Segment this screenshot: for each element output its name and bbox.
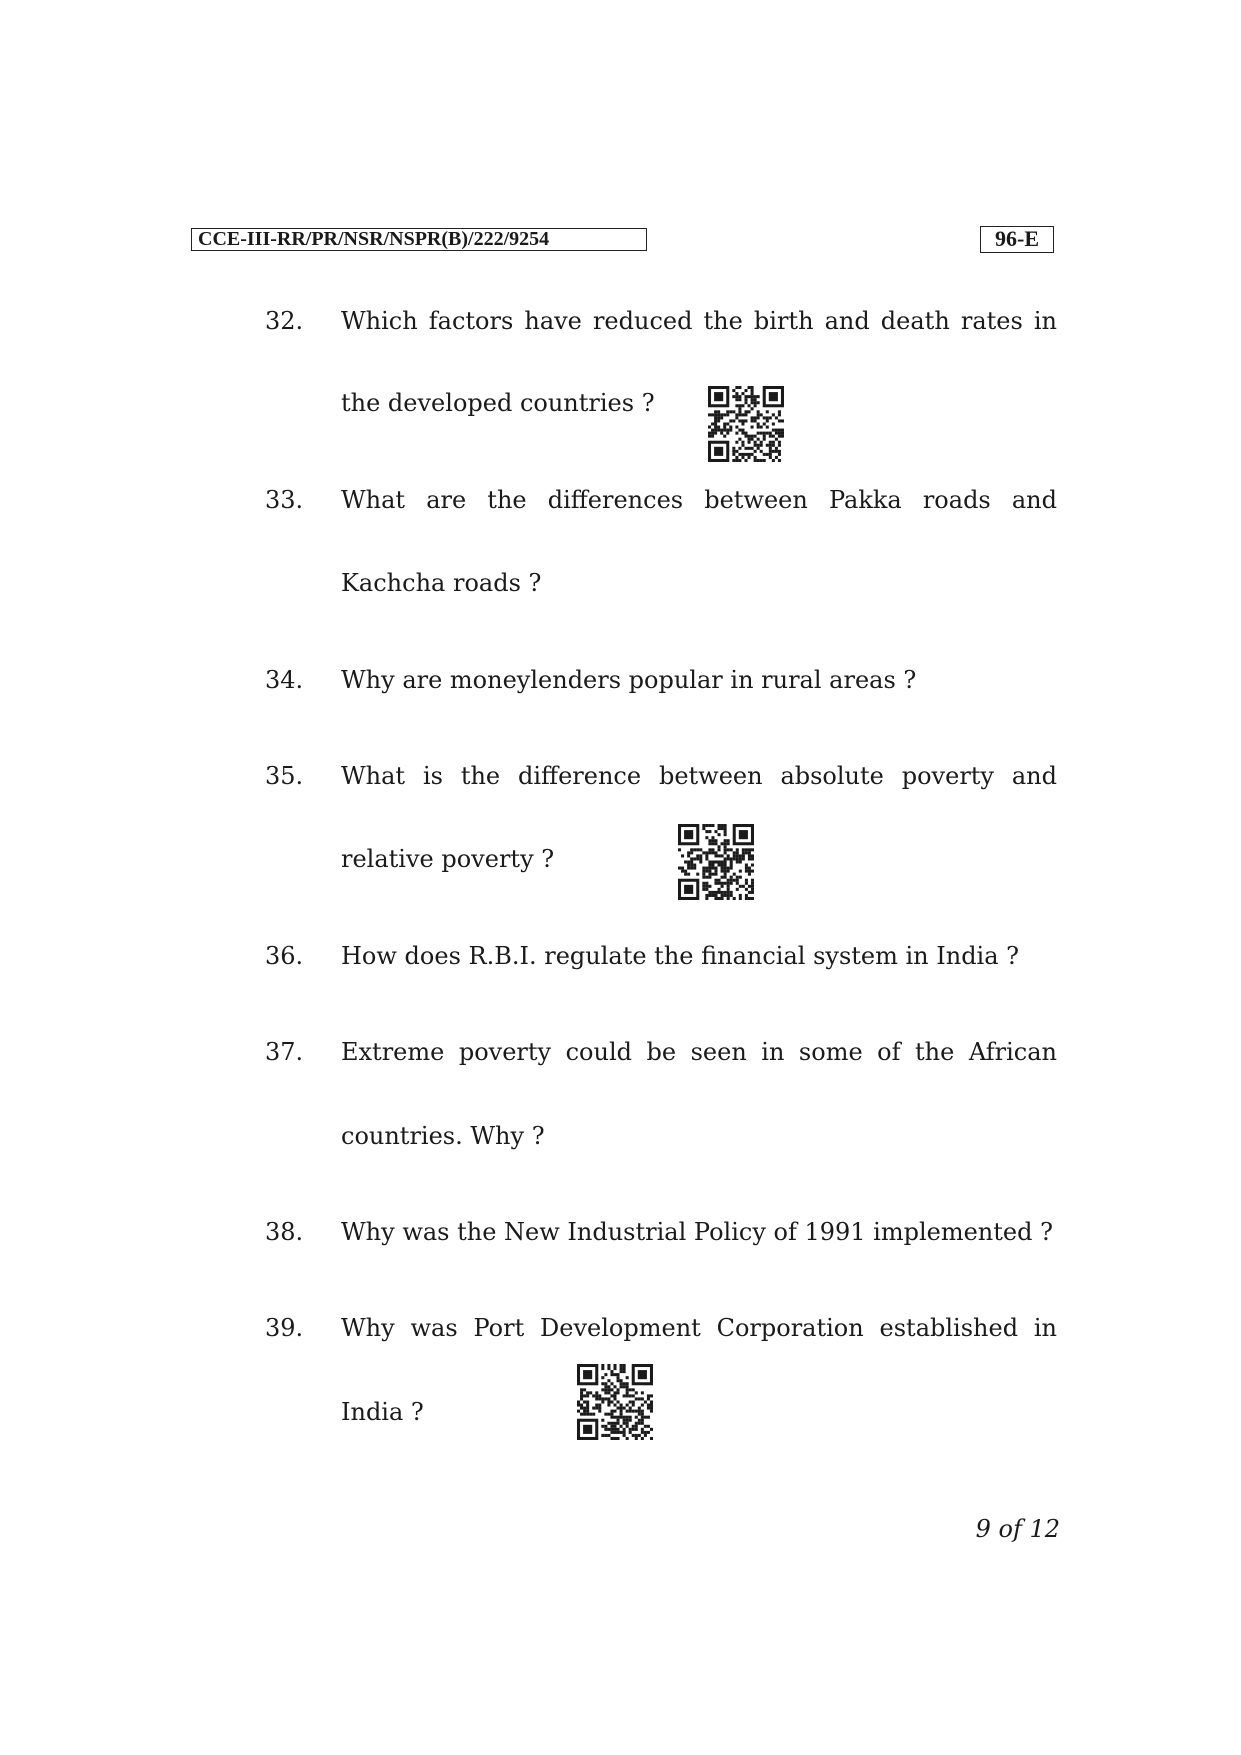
- question-number: 35.: [265, 762, 304, 790]
- question-text-line: the developed countries ?: [341, 389, 655, 417]
- question-text-line: How does R.B.I. regulate the financial system in India ?: [341, 942, 1020, 970]
- question-number: 36.: [265, 942, 304, 970]
- question-number: 34.: [265, 666, 304, 694]
- series-code: 96-E: [980, 226, 1054, 253]
- page-number: 9 of 12: [975, 1515, 1060, 1543]
- question-text-line: Why was Port Development Corporation established in: [341, 1314, 1057, 1342]
- paper-code: CCE-III-RR/PR/NSR/NSPR(B)/222/9254: [191, 228, 647, 251]
- question-text-line: Kachcha roads ?: [341, 569, 542, 597]
- question-number: 33.: [265, 486, 304, 514]
- question-number: 39.: [265, 1314, 304, 1342]
- question-text-line: What is the difference between absolute poverty and: [341, 762, 1057, 790]
- question-number: 32.: [265, 307, 304, 335]
- question-text-line: countries. Why ?: [341, 1122, 545, 1150]
- question-text-line: relative poverty ?: [341, 845, 555, 873]
- question-text-line: Why was the New Industrial Policy of 1991 implemented ?: [341, 1218, 1053, 1246]
- question-text-line: Which factors have reduced the birth and death rates in: [341, 307, 1057, 335]
- question-text-line: Extreme poverty could be seen in some of the African: [341, 1038, 1057, 1066]
- question-number: 38.: [265, 1218, 304, 1246]
- question-text-line: Why are moneylenders popular in rural areas ?: [341, 666, 917, 694]
- question-number: 37.: [265, 1038, 304, 1066]
- qr-code-icon: [577, 1364, 653, 1440]
- question-text-line: What are the differences between Pakka roads and: [341, 486, 1057, 514]
- qr-code-icon: [678, 824, 754, 900]
- qr-code-icon: [708, 386, 784, 462]
- question-text-line: India ?: [341, 1398, 424, 1426]
